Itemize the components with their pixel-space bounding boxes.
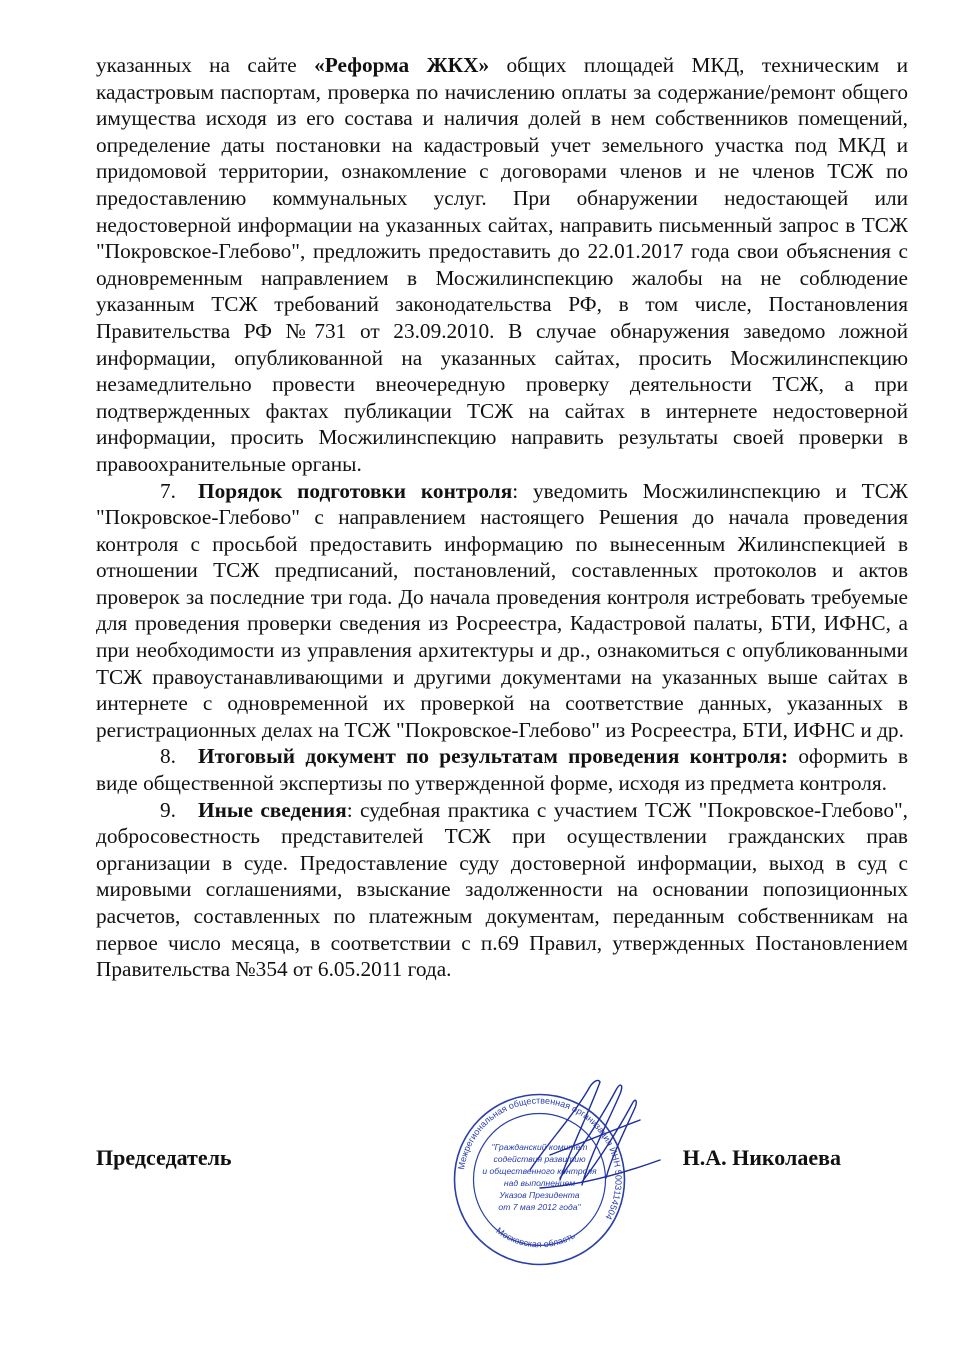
paragraph-intro: указанных на сайте «Реформа ЖКХ» общих площадей МКД, техническим и кадастровым паспортам, проверка по начислению оплаты за содержание/ремонт общего имущества исходя из его состава и наличия долей в нем собственников помещений, определение даты постановки на кадастровый учет земельного участка под МКД и придомовой территории, ознакомление с договорами членов и не членов ТСЖ по предоставлению коммунальных услуг. При обнаружении недостающей или недостоверной информации на указанных сайтах, направить письменный запрос в ТСЖ "Покровское-Глебово", предложить предоставить до 22.01.2017 года свои объяснения с одновременным направлением в Мосжилинспекцию жалобы на не соблюдение указанным ТСЖ требований законодательства РФ, в том числе, Постановления Правительства РФ №731 от 23.09.2010. В случае обнаружения заведомо ложной информации, опубликованной на указанных сайтах, просить Мосжилинспекцию незамедлительно провести внеочередную проверку деятельности ТСЖ, а при подтвержденных фактах публикации ТСЖ на сайтах в интернете недостоверной информации, просить Мосжилинспекцию направить результаты своей проверки в правоохранительные органы. xyxy=(96,53,908,476)
stamp-line: содействия развитию xyxy=(493,1154,586,1164)
paragraph-9: 9. Иные сведения: судебная практика с участием ТСЖ "Покровское-Глебово", добросовестность представителей ТСЖ при осуществлении гражданских прав организации в суде. Предоставление суду достоверной информации, выход в суд с мировыми соглашениями, взыскание задолженности на основании попозиционных расчетов, составленных по платежным документам, переданным собственникам на первое число месяца, в соответствии с п.69 Правил, утвержденных Постановлением Правительства №354 от 6.05.2011 года. xyxy=(96,797,908,982)
item-number: 7. xyxy=(160,478,176,503)
item-title: Итоговый документ по результатам проведения контроля: xyxy=(198,744,789,769)
paragraph-8: 8. Итоговый документ по результатам проведения контроля: оформить в виде общественной экспертизы по утвержденной форме, исходя из предмета контроля. xyxy=(96,744,908,796)
document-body xyxy=(96,52,908,983)
stamp-outer-text: Межрегиональная общественная организация ИНН 5003114504 xyxy=(456,1095,624,1222)
paragraph-7: 7. Порядок подготовки контроля: уведомить Мосжилинспекцию и ТСЖ "Покровское-Глебово" с направлением настоящего Решения до начала проведения контроля с просьбой предоставить информацию по вынесенным Жилинспекцией в отношении ТСЖ предписаний, постановлений, составленных протоколов и актов проверок за последние три года. До начала проведения контроля истребовать требуемые для проведения проверки сведения из Росреестра, Кадастровой палаты, БТИ, ИФНС, а при необходимости из управления архитектуры и др., ознакомиться с опубликованными ТСЖ правоустанавливающими и другими документами на указанных выше сайтах в интернете с одновременной их проверкой на соответствие данных, указанных в регистрационных делах на ТСЖ "Покровское-Глебово" из Росреестра, БТИ, ИФНС и др. xyxy=(96,478,908,742)
stamp-line: "Гражданский комитет xyxy=(491,1142,588,1152)
item-number: 9. xyxy=(160,797,176,822)
stamp-line: от 7 мая 2012 года" xyxy=(498,1202,581,1212)
item-title: Иные сведения xyxy=(198,797,347,822)
stamp-line: Указов Президента xyxy=(499,1190,580,1200)
item-number: 8. xyxy=(160,744,176,769)
svg-text:Московская область xyxy=(494,1225,576,1249)
handwritten-signature xyxy=(520,1060,670,1200)
stamp-line: над выполнением xyxy=(503,1178,576,1188)
signatory-role: Председатель xyxy=(96,1145,232,1170)
stamp-line: и общественного контроля xyxy=(482,1166,597,1176)
signatory-name: Н.А. Николаева xyxy=(682,1145,841,1170)
item-title: Порядок подготовки контроля xyxy=(198,478,513,503)
site-name: «Реформа ЖКХ» xyxy=(314,53,490,77)
stamp-bottom-text: Московская область xyxy=(494,1225,577,1250)
